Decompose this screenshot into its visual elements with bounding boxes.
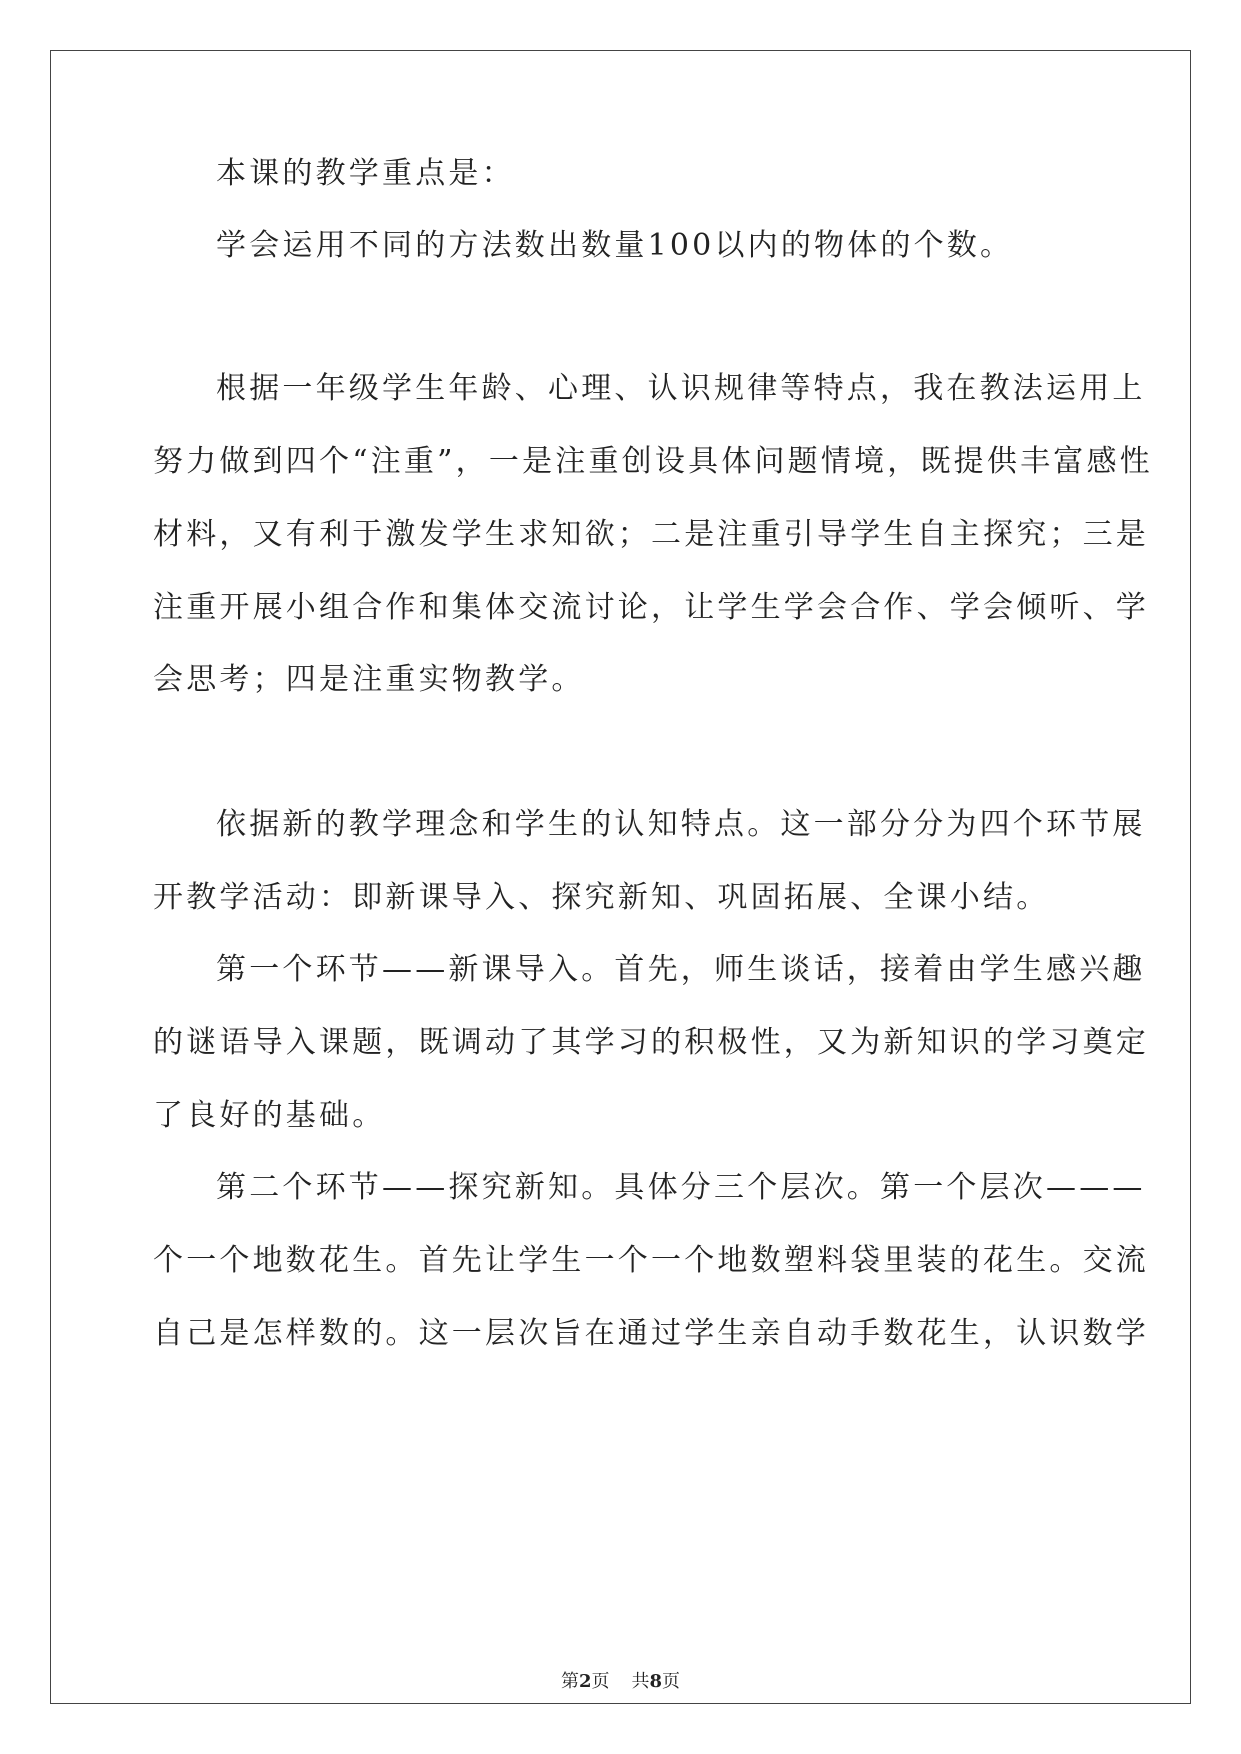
footer-total-prefix: 共 (631, 1671, 650, 1692)
paragraph-line: 会思考；四是注重实物教学。 (153, 662, 585, 697)
paragraph-line: 依据新的教学理念和学生的认知特点。这一部分分为四个环节展 (216, 807, 1146, 842)
page-border (50, 50, 1191, 1704)
footer-page-number: 2 (578, 1671, 592, 1692)
paragraph-line: 第二个环节——探究新知。具体分三个层次。第一个层次——— (216, 1170, 1146, 1205)
paragraph-line: 根据一年级学生年龄、心理、认识规律等特点，我在教法运用上 (216, 371, 1146, 406)
footer-total-number: 8 (649, 1671, 663, 1692)
paragraph-line: 材料，又有利于激发学生求知欲；二是注重引导学生自主探究；三是 (153, 517, 1149, 552)
paragraph-line: 第一个环节——新课导入。首先，师生谈话，接着由学生感兴趣 (216, 952, 1146, 987)
paragraph-line: 个一个地数花生。首先让学生一个一个地数塑料袋里装的花生。交流 (153, 1243, 1149, 1278)
footer-total-suffix: 页 (662, 1671, 681, 1692)
paragraph-line: 注重开展小组合作和集体交流讨论，让学生学会合作、学会倾听、学 (153, 590, 1149, 625)
paragraph-line: 自己是怎样数的。这一层次旨在通过学生亲自动手数花生，认识数学 (153, 1316, 1149, 1351)
paragraph-line: 本课的教学重点是： (216, 156, 515, 191)
paragraph-line: 开教学活动：即新课导入、探究新知、巩固拓展、全课小结。 (153, 880, 1050, 915)
footer-page-suffix: 页 (591, 1671, 610, 1692)
footer-page-prefix: 第 (560, 1671, 579, 1692)
paragraph-line: 学会运用不同的方法数出数量100以内的物体的个数。 (216, 228, 1014, 263)
paragraph-line: 努力做到四个“注重”，一是注重创设具体问题情境，既提供丰富感性 (153, 444, 1153, 479)
paragraph-line: 了良好的基础。 (153, 1098, 386, 1133)
paragraph-line: 的谜语导入课题，既调动了其学习的积极性，又为新知识的学习奠定 (153, 1025, 1149, 1060)
page-footer (0, 1671, 1241, 1693)
